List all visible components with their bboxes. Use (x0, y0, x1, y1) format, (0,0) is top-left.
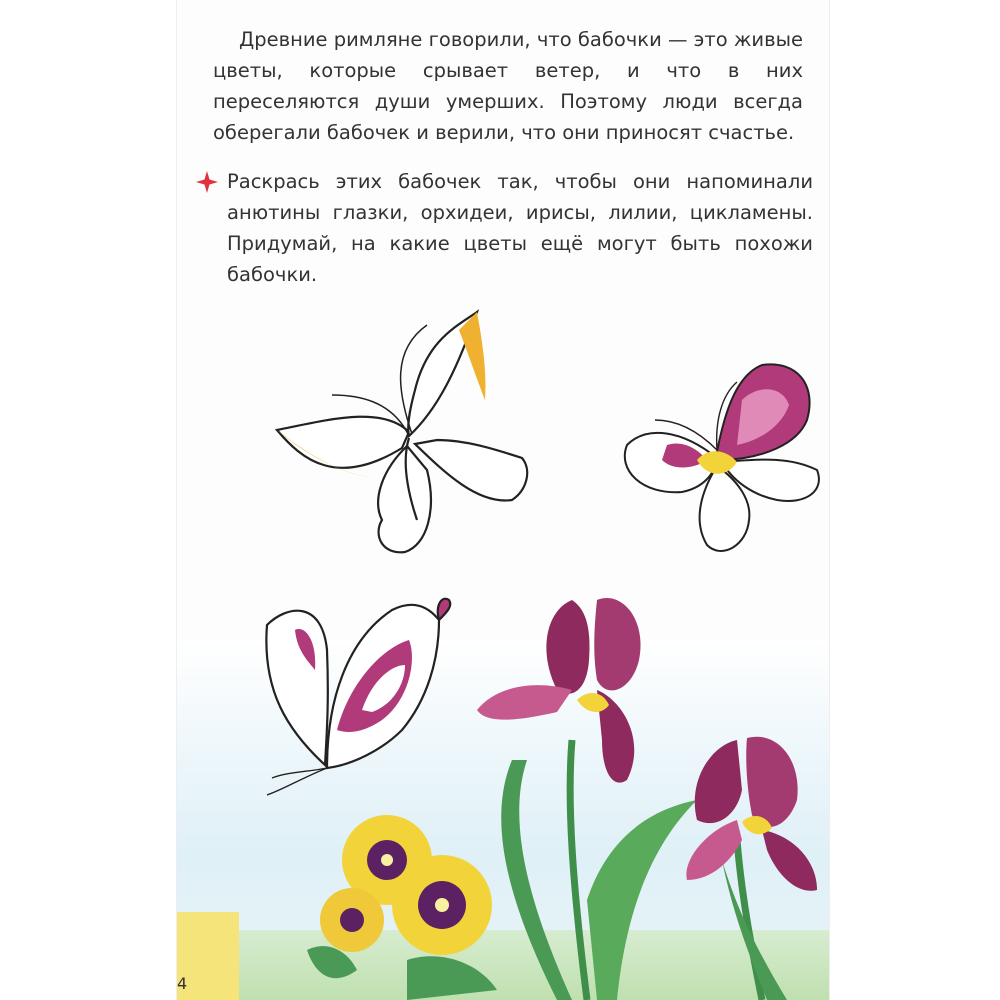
page-number: 4 (177, 974, 188, 993)
illustration (177, 0, 829, 1000)
butterfly-orange-outline (277, 312, 527, 552)
butterfly-pink-hearts (266, 599, 450, 795)
task-paragraph: Раскрась этих бабочек так, чтобы они напоминали анютины глазки, орхидеи, ирисы, лилии, цикламены. Придумай, на какие цветы ещё могут быть похожи бабочки. (227, 170, 813, 286)
intro-paragraph: Древние римляне говорили, что бабочки — это живые цветы, которые срывает ветер, и что в них переселяются души умерших. Поэтому люди всегда оберегали бабочек и верили, что они приносят счастье. (213, 28, 803, 144)
iris-flower-top (477, 598, 641, 783)
butterfly-pansy-pink (625, 364, 819, 551)
pansy-flowers (307, 815, 497, 1000)
iris-flower-right (686, 737, 817, 891)
book-page (176, 0, 830, 1000)
iris-stems (501, 740, 787, 1000)
